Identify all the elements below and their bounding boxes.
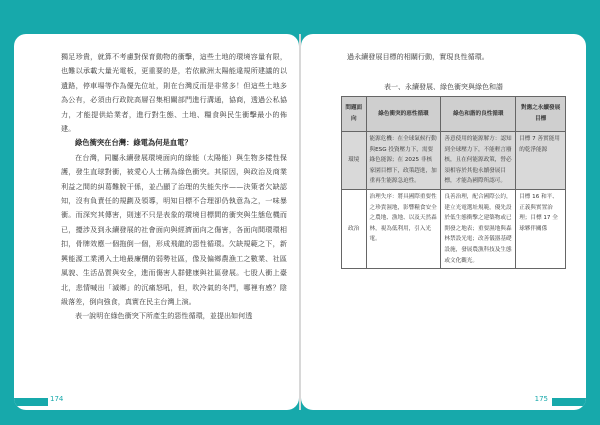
paragraph: 表一說明在綠色衝突下所產生的惡性循環，並提出如何透 <box>75 311 253 321</box>
paragraph: 在台灣，同屬永續發展環境面向的綠能（太陽能）與生物多樣性保護，發生直球對衝，被愛心人士稱為綠色衝突。其原因，與政治及商業利益之間的糾葛難脫干係，並凸顯了治理的失能失序——決策者欠缺認知，沒有負責任的規劃及領導，明知目標不合理卻仍執意為之，一味暴衝。而深究其傳害，則速不只是表象的環境目標間的衝突與生態危機而已，擾涉及到永續發展的社會面向與經濟面向之傷害，各面向間環環相扣，骨牌效應一個拖倒一個，形成飛龍的惡性循環。欠缺規範之下，新興能源工業湧入土地最廉價的弱勢社區，像及偏鄉農漁工之數業、社區風貌、生活品質與安全，進而傷害人群健康與社區發展。七股人衝上臺北，悲情喊出「滅鄉」的沉痛怒吼，但，吹冷氣的冬門，哪裡有感？陰級落差，倒向強食，真實在民主台灣上演。 <box>61 152 287 306</box>
table-caption: 表一、永續發展、綠色衝突與綠色和諧 <box>384 83 503 91</box>
section-heading: 綠色衝突在台灣：綠電為何是血電？ <box>75 138 192 148</box>
page-number: 175 <box>534 395 548 403</box>
table-cell: 治理失序：將具國際重要性之珍貴濕地，影響糧食安全之農地、漁地、以及天然森林，視為低利用，引入光電。 <box>366 189 441 268</box>
table-header-cell: 問題面向 <box>342 97 367 132</box>
footer-accent-bar <box>552 398 586 406</box>
paragraph: 獨足珍貴，就算不考慮對保育動物的衝擊，這些土地的環境容量有限，也難以承載大量光電板，更重要的是，若依歐洲太陽能違規所建議的以遺路，停車場等作為優先位址，則在台灣反而是非常多！但這些土地多為公有，必須由行政院高層召集相關部門進行溝通，協商，透過公私協力，才能提供給業者，進行對生態、土地、糧食與民生衝擊最小的佈建。 <box>61 52 287 134</box>
right-page <box>301 34 586 410</box>
paragraph: 過永續發展目標的相關行動，實現良性循環。 <box>347 52 489 61</box>
right-page-footer <box>301 389 586 410</box>
table-header-cell: 綠色和諧的良性循環 <box>441 97 516 132</box>
table-row <box>342 132 566 190</box>
footer-accent-bar <box>14 398 48 406</box>
left-page-body <box>61 50 287 324</box>
table-cell: 善意使用的能源解方：認知到全球壓力下，不能輕言廢核，且在何能源政策，營必須相容於其他永續發展目標，才能為國際所認可。 <box>441 132 516 190</box>
table-row <box>342 189 566 268</box>
page-number: 174 <box>50 395 64 403</box>
table-cell: 良善治理，配合國際公約，建立光電選址規範，優先設於低生態衝擊之建築物或已開發之地表；重要濕地與森林禁設光電；改善儀器基礎設施，發展農漁科技及生態或文化觀光。 <box>441 189 516 268</box>
table-cell-category: 環境 <box>342 132 367 190</box>
table-cell: 目標 7 善實能用的乾淨能源 <box>516 132 566 190</box>
table-header-cell: 綠色衝突的惡性循環 <box>366 97 441 132</box>
left-page <box>14 34 299 410</box>
left-page-footer <box>14 389 299 410</box>
table-cell: 能源危機：在全球氣候行動與ESG 投資壓力下，需要綠色能源；在 2025 非核家園目標下，政策趕進，加重再生能源急迫性。 <box>366 132 441 190</box>
table-header-cell: 對應之永續發展目標 <box>516 97 566 132</box>
table-header-row <box>342 97 566 132</box>
table-cell: 目標 16 和平、正義與實置治理；目標 17 全球夥伴關係 <box>516 189 566 268</box>
table-cell-category: 政治 <box>342 189 367 268</box>
comparison-table <box>341 96 566 269</box>
